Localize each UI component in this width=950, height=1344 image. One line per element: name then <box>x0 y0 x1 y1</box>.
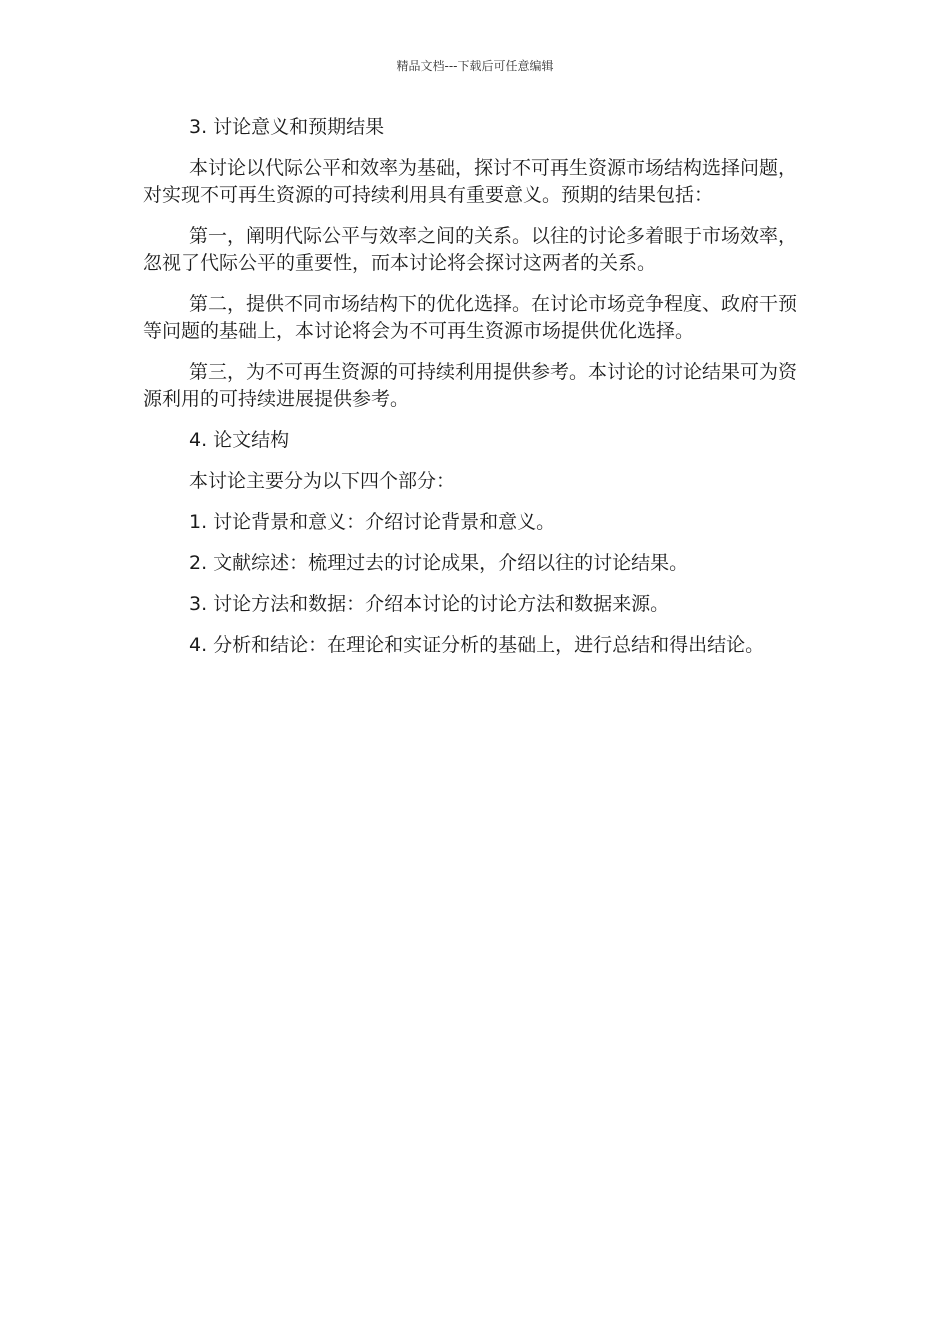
paragraph-intro: 本讨论以代际公平和效率为基础，探讨不可再生资源市场结构选择问题，对实现不可再生资源的可持续利用具有重要意义。预期的结果包括： <box>143 157 798 206</box>
paragraph-first: 第一，阐明代际公平与效率之间的关系。以往的讨论多着眼于市场效率，忽视了代际公平的重要性，而本讨论将会探讨这两者的关系。 <box>143 225 798 274</box>
structure-intro: 本讨论主要分为以下四个部分： <box>189 470 456 492</box>
structure-item-2: 2. 文献综述：梳理过去的讨论成果，介绍以往的讨论结果。 <box>189 552 689 574</box>
page-header: 精品文档---下载后可任意编辑 <box>396 59 554 73</box>
section-heading-3: 3. 讨论意义和预期结果 <box>189 116 385 138</box>
section-heading-4: 4. 论文结构 <box>189 429 290 451</box>
paragraph-third: 第三，为不可再生资源的可持续利用提供参考。本讨论的讨论结果可为资源利用的可持续进展提供参考。 <box>143 361 798 410</box>
document-body <box>143 114 803 673</box>
structure-item-1: 1. 讨论背景和意义：介绍讨论背景和意义。 <box>189 511 556 533</box>
structure-item-3: 3. 讨论方法和数据：介绍本讨论的讨论方法和数据来源。 <box>189 593 670 615</box>
structure-item-4: 4. 分析和结论：在理论和实证分析的基础上，进行总结和得出结论。 <box>189 634 765 656</box>
paragraph-second: 第二，提供不同市场结构下的优化选择。在讨论市场竞争程度、政府干预等问题的基础上，本讨论将会为不可再生资源市场提供优化选择。 <box>143 293 798 342</box>
